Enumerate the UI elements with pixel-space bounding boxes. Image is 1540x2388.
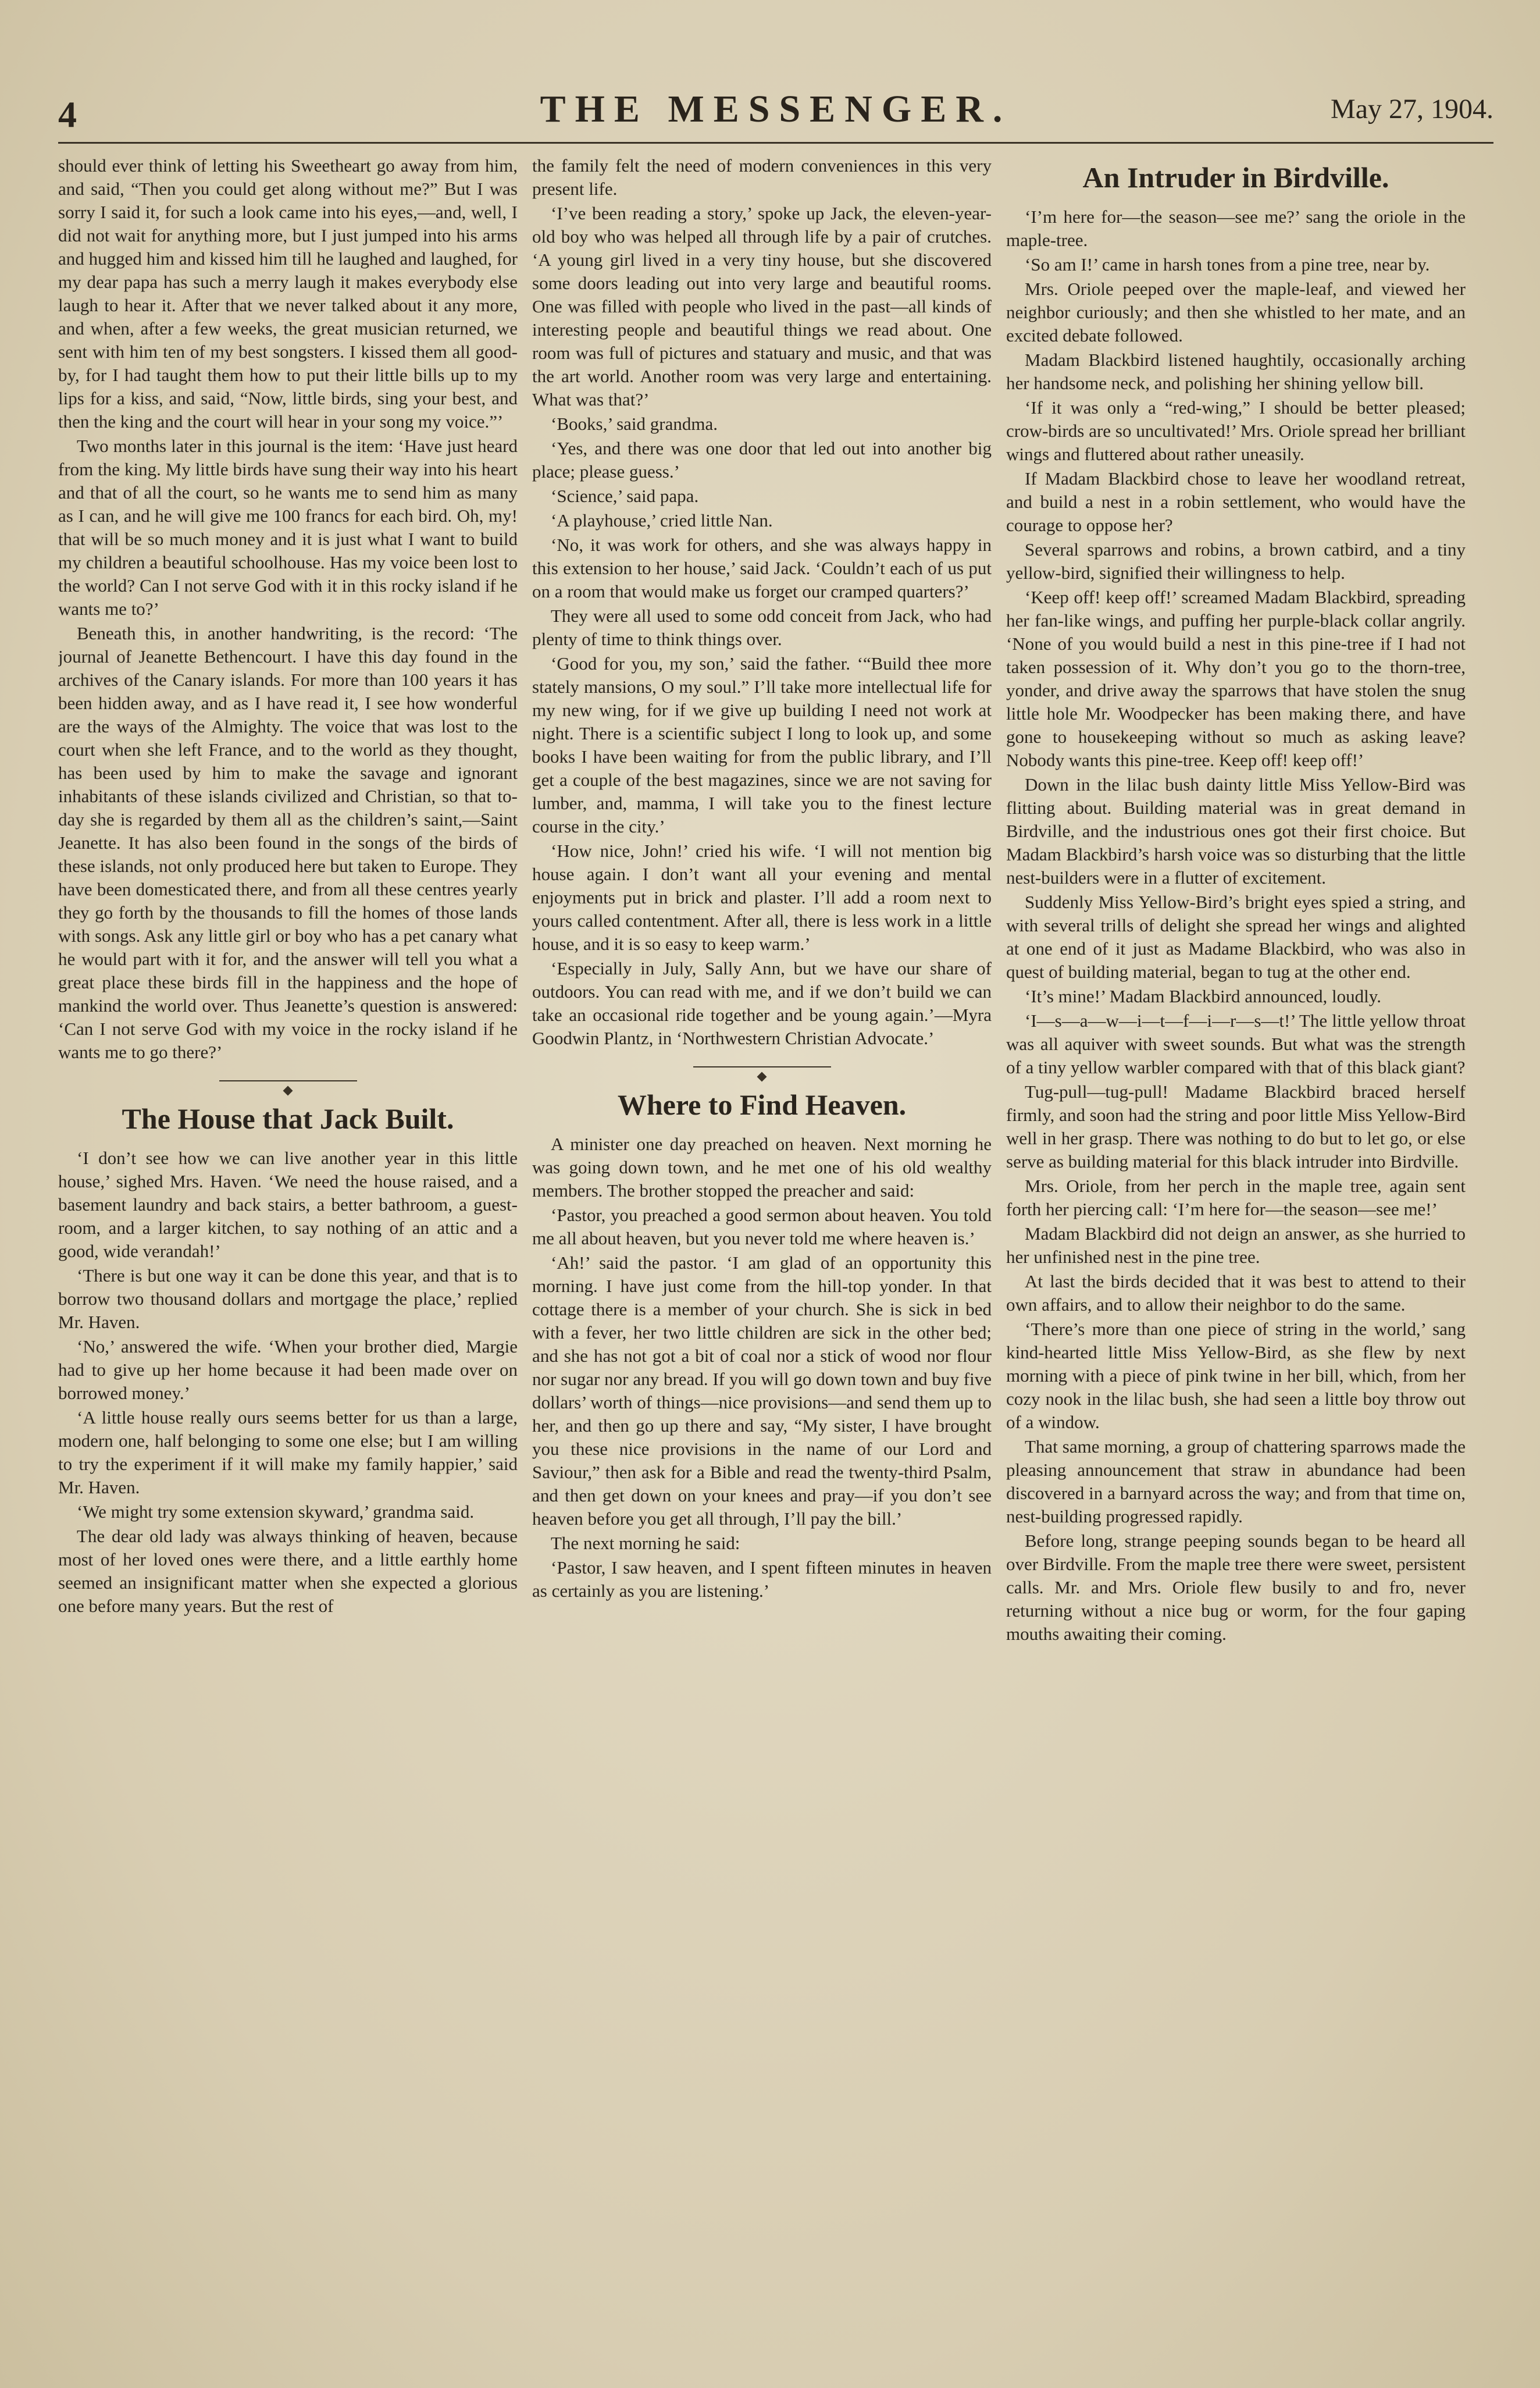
paragraph: The dear old lady was always thinking of heaven, because most of her loved ones were there, and a little earthly home seemed an insignificant matter when she expected a glorious one before many years. But the rest of: [58, 1526, 518, 1616]
paragraph: They were all used to some odd conceit from Jack, who had plenty of time to think things over.: [532, 606, 992, 649]
paragraph: ‘A little house really ours seems better for us than a large, modern one, half belonging to some one else; but I am willing to try the experiment if it will make my family happier,’ said Mr. Haven.: [58, 1407, 518, 1497]
paragraph: ‘Ah!’ said the pastor. ‘I am glad of an opportunity this morning. I have just come from the hill-top yonder. In that cottage there is a member of your church. She is sick in bed with a fever, her two little children are sick in the other bed; and she has not got a bit of coal nor a stick of wood nor flour nor sugar nor any bread. If you will go down town and buy five dollars’ worth of things—nice provisions—and send them up to her, and then go up there and say, “My sister, I have brought you these nice provisions in the name of our Lord and Saviour,” then ask for a Bible and read the twenty-third Psalm, and then get down on your knees and pray—if you don’t see heaven before you get all through, I’ll pay the bill.’: [532, 1252, 992, 1529]
column-3: [1006, 154, 1466, 2359]
paragraph: Before long, strange peeping sounds began to be heard all over Birdville. From the maple tree there were sweet, persistent calls. Mr. and Mrs. Oriole flew busily to and fro, never returning without a nice bug or worm, for the four gaping mouths awaiting their coming.: [1006, 1531, 1466, 1644]
diamond-ornament-icon: [757, 1072, 767, 1082]
paragraph: ‘Pastor, I saw heaven, and I spent fifteen minutes in heaven as certainly as you are listening.’: [532, 1557, 992, 1601]
paragraph: ‘We might try some extension skyward,’ grandma said.: [77, 1501, 475, 1522]
paragraph: That same morning, a group of chattering sparrows made the pleasing announcement that straw in abundance had been discovered in a barnyard across the way; and from that time on, nest-building progressed rapidly.: [1006, 1436, 1466, 1526]
paragraph: ‘Pastor, you preached a good sermon about heaven. You told me all about heaven, but you never told me where heaven is.’: [532, 1205, 992, 1248]
paragraph: At last the birds decided that it was best to attend to their own affairs, and to allow their neighbor to do the same.: [1006, 1271, 1466, 1315]
paragraph: Madam Blackbird did not deign an answer, as she hurried to her unfinished nest in the pine tree.: [1006, 1223, 1466, 1267]
paragraph: ‘No, it was work for others, and she was always happy in this extension to her house,’ said Jack. ‘Couldn’t each of us put on a room that would make us forget our cramped quarters?’: [532, 535, 992, 602]
paragraph: A minister one day preached on heaven. Next morning he was going down town, and he met one of his old wealthy members. The brother stopped the preacher and said:: [532, 1134, 992, 1201]
paragraph: ‘No,’ answered the wife. ‘When your brother died, Margie had to give up her home because it had been made over on borrowed money.’: [58, 1336, 518, 1403]
paragraph: ‘I don’t see how we can live another year in this little house,’ sighed Mrs. Haven. ‘We need the house raised, and a basement laundry and back stairs, a better bathroom, a guest-room, and a larger kitchen, to say nothing of an attic and a good, wide verandah!’: [58, 1148, 518, 1261]
paragraph: Tug-pull—tug-pull! Madame Blackbird braced herself firmly, and soon had the string and poor little Miss Yellow-Bird well in her grasp. There was nothing to do but to let go, or else serve as building material for this black intruder into Birdville.: [1006, 1081, 1466, 1172]
paragraph: ‘There’s more than one piece of string in the world,’ sang kind-hearted little Miss Yellow-Bird, as she flew by next morning with a piece of pink twine in her bill, which, from her cozy nook in the lilac bush, she had seen a little boy throw out of a window.: [1006, 1319, 1466, 1432]
section-ornament: [532, 1063, 992, 1071]
paragraph: ‘How nice, John!’ cried his wife. ‘I will not mention big house again. I don’t want all your evening and mental enjoyments put in brick and plaster. I’ll add a room next to yours called contentment. After all, there is less work in a little house, and it is so easy to keep warm.’: [532, 841, 992, 954]
paragraph: Several sparrows and robins, a brown catbird, and a tiny yellow-bird, signified their willingness to help.: [1006, 539, 1466, 583]
header-rule: [58, 142, 1493, 144]
paragraph: ‘Science,’ said papa.: [551, 486, 699, 506]
paragraph: Down in the lilac bush dainty little Miss Yellow-Bird was flitting about. Building material was in great demand in Birdville, and the industrious ones got their first choice. But Madam Blackbird’s harsh voice was so disturbing that the little nest-builders were in a flutter of excitement.: [1006, 774, 1466, 888]
paragraph: ‘I’ve been reading a story,’ spoke up Jack, the eleven-year-old boy who was helped all through life by a pair of crutches. ‘A young girl lived in a very tiny house, but she discovered some doors leading out into very large and beautiful rooms. One was filled with people who lived in the past—all kinds of interesting people and beautiful things we read about. One room was full of pictures and statuary and music, and that was the art world. Another room was very large and entertaining. What was that?’: [532, 203, 992, 410]
issue-date: May 27, 1904.: [1331, 94, 1493, 124]
diamond-ornament-icon: [283, 1086, 293, 1096]
paragraph: ‘It’s mine!’ Madam Blackbird announced, loudly.: [1025, 986, 1381, 1006]
article-heading: Where to Find Heaven.: [617, 1088, 907, 1121]
paragraph: the family felt the need of modern conveniences in this very present life.: [532, 155, 992, 199]
paragraph: Suddenly Miss Yellow-Bird’s bright eyes spied a string, and with several trills of delight she spread her wings and alighted at one end of it just as Madame Blackbird, who was also in quest of building material, began to tug at the other end.: [1006, 892, 1466, 982]
column-2: [532, 154, 992, 2359]
paragraph: ‘I’m here for—the season—see me?’ sang the oriole in the maple-tree.: [1006, 207, 1466, 250]
paragraph: should ever think of letting his Sweetheart go away from him, and said, “Then you could get along without me?” But I was sorry I said it, for such a look came into his eyes,—and, well, I did not wait for anything more, but I just jumped into his arms and hugged him and kissed him till he laughed and laughed, for my dear papa has such a merry laugh it makes everybody else laugh to hear it. After that we never talked about it any more, and when, after a few weeks, the great musician returned, we sent with him ten of my best songsters. I kissed them all good-by, for I had taught them how to put their little bills up to my lips for a kiss, and said, “Now, little birds, sing your best, and then the king and the court will hear in your song my voice.”’: [58, 155, 518, 432]
column-1: [58, 154, 518, 2359]
paragraph: ‘Especially in July, Sally Ann, but we have our share of outdoors. You can read with me, and if we don’t build we can take an occasional ride together and be young again.’—Myra Goodwin Plantz, in ‘Northwestern Christian Advocate.’: [532, 958, 992, 1048]
masthead: THE MESSENGER.: [540, 88, 1012, 130]
page-header: [58, 87, 1493, 140]
paragraph: ‘Yes, and there was one door that led out into another big place; please guess.’: [532, 438, 992, 482]
paragraph: ‘There is but one way it can be done this year, and that is to borrow two thousand dollars and mortgage the place,’ replied Mr. Haven.: [58, 1265, 518, 1332]
paragraph: ‘Keep off! keep off!’ screamed Madam Blackbird, spreading her fan-like wings, and puffing her purple-black collar angrily. ‘None of you would build a nest in this pine-tree if I had not taken possession of it. Why don’t you go to the thorn-tree, yonder, and drive away the sparrows that have stolen the snug little hole Mr. Woodpecker has been making there, and have gone to housekeeping without so much as asking leave? Nobody wants this pine-tree. Keep off! keep off!’: [1006, 587, 1466, 770]
paragraph: ‘I—s—a—w—i—t—f—i—r—s—t!’ The little yellow throat was all aquiver with sweet sounds. But what was the strength of a tiny yellow warbler compared with that of this black giant?: [1006, 1010, 1466, 1077]
paragraph: If Madam Blackbird chose to leave her woodland retreat, and build a nest in a robin settlement, who would have the courage to oppose her?: [1006, 468, 1466, 535]
article-heading: An Intruder in Birdville.: [1082, 161, 1389, 194]
paragraph: Two months later in this journal is the item: ‘Have just heard from the king. My little birds have sung their way into his heart and that of all the court, so he wants me to send him as many as I can, and he will give me 100 francs for each bird. Oh, my! that will be so much money and it is just what I want to build my children a beautiful schoolhouse. Has my voice been lost to the world? Can I not serve God with it in this rocky island if he wants me to?’: [58, 436, 518, 619]
paragraph: ‘A playhouse,’ cried little Nan.: [551, 510, 773, 531]
paragraph: Mrs. Oriole peeped over the maple-leaf, and viewed her neighbor curiously; and then she whistled to her mate, and an excited debate followed.: [1006, 279, 1466, 346]
paragraph: Madam Blackbird listened haughtily, occasionally arching her handsome neck, and polishing her shining yellow bill.: [1006, 350, 1466, 393]
paragraph: Beneath this, in another handwriting, is the record: ‘The journal of Jeanette Bethencourt. I have this day found in the archives of the Canary islands. For more than 100 years it has been hidden away, and as I have read it, I see how wonderful are the ways of the Almighty. The voice that was lost to the court when she left France, and to the world as they thought, has been used by him to make the savage and ignorant inhabitants of these islands civilized and Christian, so that to-day she is regarded by them all as the children’s saint,—Saint Jeanette. It has also been found in the songs of the birds of these islands, not only produced here but taken to Europe. They have been domesticated there, and from all these centres yearly they go forth by the thousands to fill the homes of those lands with songs. Ask any little girl or boy who has a pet canary what he would part with it for, and the answer will tell you what a great place these birds fill in the happiness and the hope of mankind the world over. Thus Jeanette’s question is answered: ‘Can I not serve God with my voice in the rocky island if he wants me to go there?’: [58, 623, 518, 1062]
paragraph: ‘Books,’ said grandma.: [551, 414, 718, 434]
paragraph: Mrs. Oriole, from her perch in the maple tree, again sent forth her piercing call: ‘I’m here for—the season—see me!’: [1006, 1176, 1466, 1219]
section-ornament: [58, 1077, 518, 1085]
page-number: 4: [58, 94, 77, 135]
article-heading: The House that Jack Built.: [122, 1102, 454, 1135]
paragraph: The next morning he said:: [551, 1533, 740, 1553]
paragraph: ‘So am I!’ came in harsh tones from a pine tree, near by.: [1025, 254, 1430, 275]
paragraph: ‘If it was only a “red-wing,” I should be better pleased; crow-birds are so uncultivated!’ Mrs. Oriole spread her brilliant wings and fluttered about rather uneasily.: [1006, 397, 1466, 464]
paragraph: ‘Good for you, my son,’ said the father. ‘“Build thee more stately mansions, O my soul.” I’ll take more intellectual life for my new wing, for if we give up building I need not work at night. There is a scientific subject I long to look up, and some books I have been waiting for from the public library, and I’ll get a couple of the best magazines, since we are not saving for lumber, and, mamma, I will take you to the finest lecture course in the city.’: [532, 653, 992, 837]
